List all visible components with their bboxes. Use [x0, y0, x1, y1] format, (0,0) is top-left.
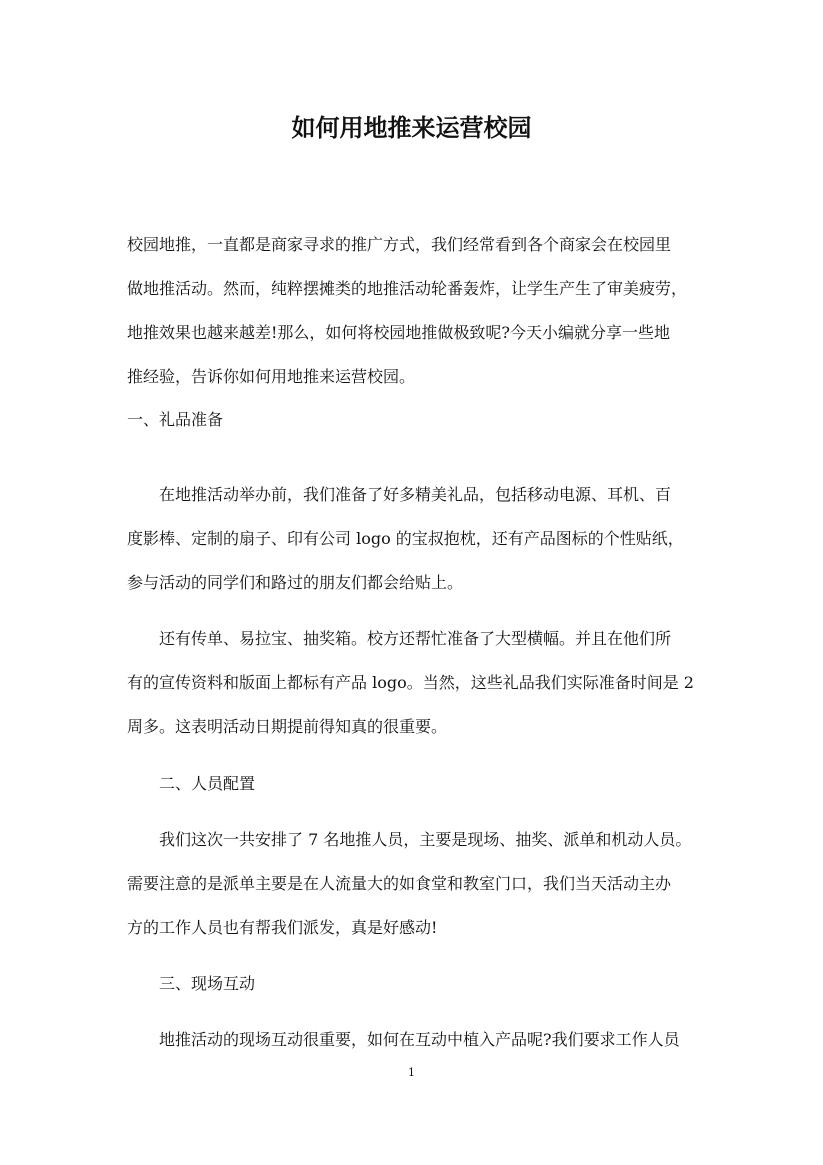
paragraph-line: 地推效果也越来越差!那么，如何将校园地推做极致呢?今天小编就分享一些地 [127, 323, 671, 342]
section-heading: 一、礼品准备 [127, 410, 224, 429]
paragraph-line: 做地推活动。然而，纯粹摆摊类的地推活动轮番轰炸，让学生产生了审美疲劳， [127, 279, 688, 298]
paragraph-line: 我们这次一共安排了 7 名地推人员，主要是现场、抽奖、派单和机动人员。 [159, 830, 692, 849]
paragraph-line: 推经验，告诉你如何用地推来运营校园。 [127, 367, 416, 386]
paragraph-line: 参与活动的同学们和路过的朋友们都会给贴上。 [127, 573, 464, 592]
paragraph-line: 方的工作人员也有帮我们派发，真是好感动! [127, 918, 438, 937]
paragraph-line: 周多。这表明活动日期提前得知真的很重要。 [127, 717, 448, 736]
page-number: 1 [408, 1066, 415, 1079]
section-heading: 二、人员配置 [159, 774, 256, 793]
section-heading: 三、现场互动 [159, 974, 256, 993]
paragraph-line: 有的宣传资料和版面上都标有产品 logo。当然，这些礼品我们实际准备时间是 2 [127, 673, 694, 692]
paragraph-line: 在地推活动举办前，我们准备了好多精美礼品，包括移动电源、耳机、百 [159, 485, 672, 504]
paragraph-line: 校园地推，一直都是商家寻求的推广方式，我们经常看到各个商家会在校园里 [127, 235, 672, 254]
paragraph-line: 地推活动的现场互动很重要，如何在互动中植入产品呢?我们要求工作人员 [159, 1030, 680, 1049]
document-title: 如何用地推来运营校园 [291, 113, 532, 142]
paragraph-line: 度影棒、定制的扇子、印有公司 logo 的宝叔抱枕，还有产品图标的个性贴纸， [127, 529, 684, 548]
paragraph-line: 需要注意的是派单主要是在人流量大的如食堂和教室门口，我们当天活动主办 [127, 874, 672, 893]
paragraph-line: 还有传单、易拉宝、抽奖箱。校方还帮忙准备了大型横幅。并且在他们所 [159, 629, 672, 648]
